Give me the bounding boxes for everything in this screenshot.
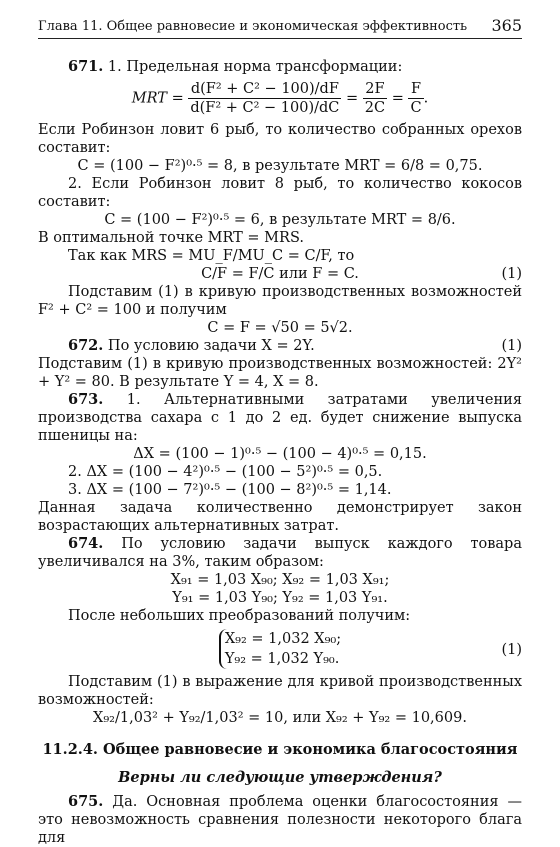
problem-text: По условию задачи выпуск каждого товара увеличивался на 3%, таким образом: xyxy=(38,536,522,570)
problem-number: 671. xyxy=(68,58,104,75)
equation-system xyxy=(219,629,341,669)
problem-text: 1. Предельная норма трансформации: xyxy=(103,59,403,75)
period: . xyxy=(423,90,429,107)
numerator: F xyxy=(408,80,423,99)
text-line: Так как MRS = MU_F/MU_C = C/F, то xyxy=(68,248,355,264)
equals-sign: = xyxy=(391,90,404,107)
text-line: В оптимальной точке MRT = MRS. xyxy=(38,230,304,246)
problem-text: 1. Альтернативными затратами увеличения производства сахара с 1 до 2 ед. будет снижение выпуска пшеницы на: xyxy=(38,392,522,444)
equation-number: (1) xyxy=(501,338,522,354)
text-line: Данная задача количественно демонстрирует закон возрастающих альтернативных затрат. xyxy=(38,500,522,534)
formula-line: 2. ΔX = (100 − 4²)⁰·⁵ − (100 − 5²)⁰·⁵ = 0,5. xyxy=(68,464,383,480)
numerator: d(F² + C² − 100)/dF xyxy=(188,80,341,99)
fraction xyxy=(188,80,341,117)
problem-text: По условию задачи X = 2Y. xyxy=(103,338,315,354)
formula-line: C = (100 − F²)⁰·⁵ = 8, в результате MRT = 6/8 = 0,75. xyxy=(77,158,483,174)
subsection-question: Верны ли следующие утверждения? xyxy=(118,769,442,786)
formula-line: C = F = √50 = 5√2. xyxy=(207,320,353,336)
fraction xyxy=(408,80,423,117)
problem-674-intro xyxy=(38,535,522,571)
equation-number: (1) xyxy=(501,266,522,282)
problem-672-intro xyxy=(38,337,522,355)
page-number: 365 xyxy=(491,16,522,35)
formula-line: X₉₁ = 1,03 X₉₀; X₉₂ = 1,03 X₉₁; xyxy=(170,572,390,588)
page-body xyxy=(38,58,522,847)
numbered-system xyxy=(38,629,522,669)
running-header xyxy=(38,16,522,39)
formula-line: C = (100 − F²)⁰·⁵ = 6, в результате MRT = 8/6. xyxy=(104,212,456,228)
formula-text: C/F = F/C или F = C. xyxy=(201,266,359,282)
text-line: Если Робинзон ловит 6 рыб, то количество собранных орехов составит: xyxy=(38,122,522,156)
problem-number: 673. xyxy=(68,391,104,408)
numerator: 2F xyxy=(363,80,387,99)
text-line: После небольших преобразований получим: xyxy=(68,608,411,624)
section-heading: 11.2.4. Общее равновесие и экономика благосостояния xyxy=(42,741,518,758)
problem-675-intro xyxy=(38,793,522,847)
mrt-formula xyxy=(38,80,522,117)
formula-line: ΔX = (100 − 1)⁰·⁵ − (100 − 4)⁰·⁵ = 0,15. xyxy=(133,446,427,462)
numbered-formula xyxy=(38,265,522,283)
text-line: Подставим (1) в выражение для кривой производственных возможностей: xyxy=(38,674,522,708)
problem-text: Да. Основная проблема оценки благосостояния — это невозможность сравнения полезности некоторого блага для xyxy=(38,794,522,846)
denominator: C xyxy=(410,100,422,116)
text-line: Подставим (1) в кривую производственных возможностей F² + C² = 100 и получим xyxy=(38,284,522,318)
problem-673-intro xyxy=(38,391,522,445)
text-line: 2. Если Робинзон ловит 8 рыб, то количество кокосов составит: xyxy=(38,176,522,210)
problem-number: 672. xyxy=(68,337,104,354)
equals-sign: = xyxy=(346,90,359,107)
problem-number: 674. xyxy=(68,535,104,552)
problem-671-intro xyxy=(38,58,522,76)
problem-number: 675. xyxy=(68,793,104,810)
formula-line: Y₉₁ = 1,03 Y₉₀; Y₉₂ = 1,03 Y₉₁. xyxy=(172,590,388,606)
formula-lhs: MRT = xyxy=(131,90,184,107)
formula-line: 3. ΔX = (100 − 7²)⁰·⁵ − (100 − 8²)⁰·⁵ = 1,14. xyxy=(68,482,392,498)
equation-number: (1) xyxy=(501,642,522,658)
text-line: Подставим (1) в кривую производственных возможностей: 2Y² + Y² = 80. В результате Y = 4, X = 8. xyxy=(38,356,522,390)
fraction xyxy=(363,80,387,117)
chapter-title: Глава 11. Общее равновесие и экономическая эффективность xyxy=(38,19,468,34)
denominator: d(F² + C² − 100)/dC xyxy=(190,100,340,116)
denominator: 2C xyxy=(364,100,386,116)
formula-line: X₉₂/1,03² + Y₉₂/1,03² = 10, или X₉₂ + Y₉₂ = 10,609. xyxy=(93,710,467,726)
system-line: Y₉₂ = 1,032 Y₉₀. xyxy=(224,651,340,667)
system-line: X₉₂ = 1,032 X₉₀; xyxy=(224,631,342,647)
